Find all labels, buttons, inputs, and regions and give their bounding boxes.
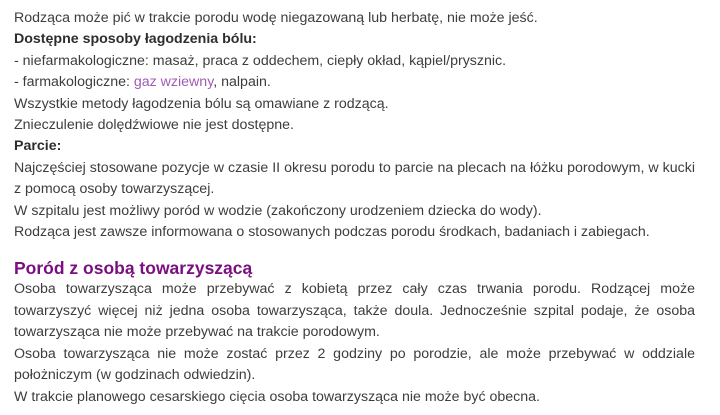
after-birth-info: Osoba towarzysząca nie może zostać przez 2 godziny po porodzie, ale może przebywać w oddziale położniczym (w godzinach odwiedzin). <box>14 345 695 384</box>
section-title: Poród z osobą towarzyszącą <box>14 258 253 279</box>
article-content <box>14 8 695 408</box>
gas-link[interactable]: gaz wziewny <box>133 74 214 91</box>
cesarean-info: W trakcie planowego cesarskiego cięcia osoba towarzysząca nie może być obecna. <box>14 388 540 405</box>
food-drink-info: Rodząca może pić w trakcie porodu wodę niegazowaną lub herbatę, nie może jeść. <box>14 10 538 26</box>
pharma-methods <box>14 72 695 93</box>
pharma-prefix: - farmakologiczne: <box>14 74 134 91</box>
pharma-suffix: , nalpain. <box>213 74 271 91</box>
companion-stay-info: Osoba towarzysząca może przebywać z kobietą przez cały czas trwania porodu. Rodzącej może towarzyszyć więcej niż jedna osoba towarzysząca, także doula. Jednocześnie szpital podaje, że osoba towarzysząca nie może przebywać na trakcie porodowym. <box>14 281 695 341</box>
positions-info: Najczęściej stosowane pozycje w czasie II okresu porodu to parcie na plecach na łóżku porodowym, w kucki z pomocą osoby towarzyszącej. <box>14 159 695 198</box>
water-birth-info: W szpitalu jest możliwy poród w wodzie (zakończony urodzeniem dziecka do wody). <box>14 202 542 219</box>
nonpharma-methods: - niefarmakologiczne: masaż, praca z oddechem, ciepły okład, kąpiel/prysznic. <box>14 52 507 69</box>
methods-discussed: Wszystkie metody łagodzenia bólu są omawiane z rodzącą. <box>14 95 389 112</box>
pain-relief-heading: Dostępne sposoby łagodzenia bólu: <box>14 31 257 48</box>
informed-info: Rodząca jest zawsze informowana o stosowanych podczas porodu środkach, badaniach i zabiegach. <box>14 224 650 241</box>
pushing-heading: Parcie: <box>14 138 62 155</box>
epidural-info: Znieczulenie dolędźwiowe nie jest dostępne. <box>14 117 294 134</box>
